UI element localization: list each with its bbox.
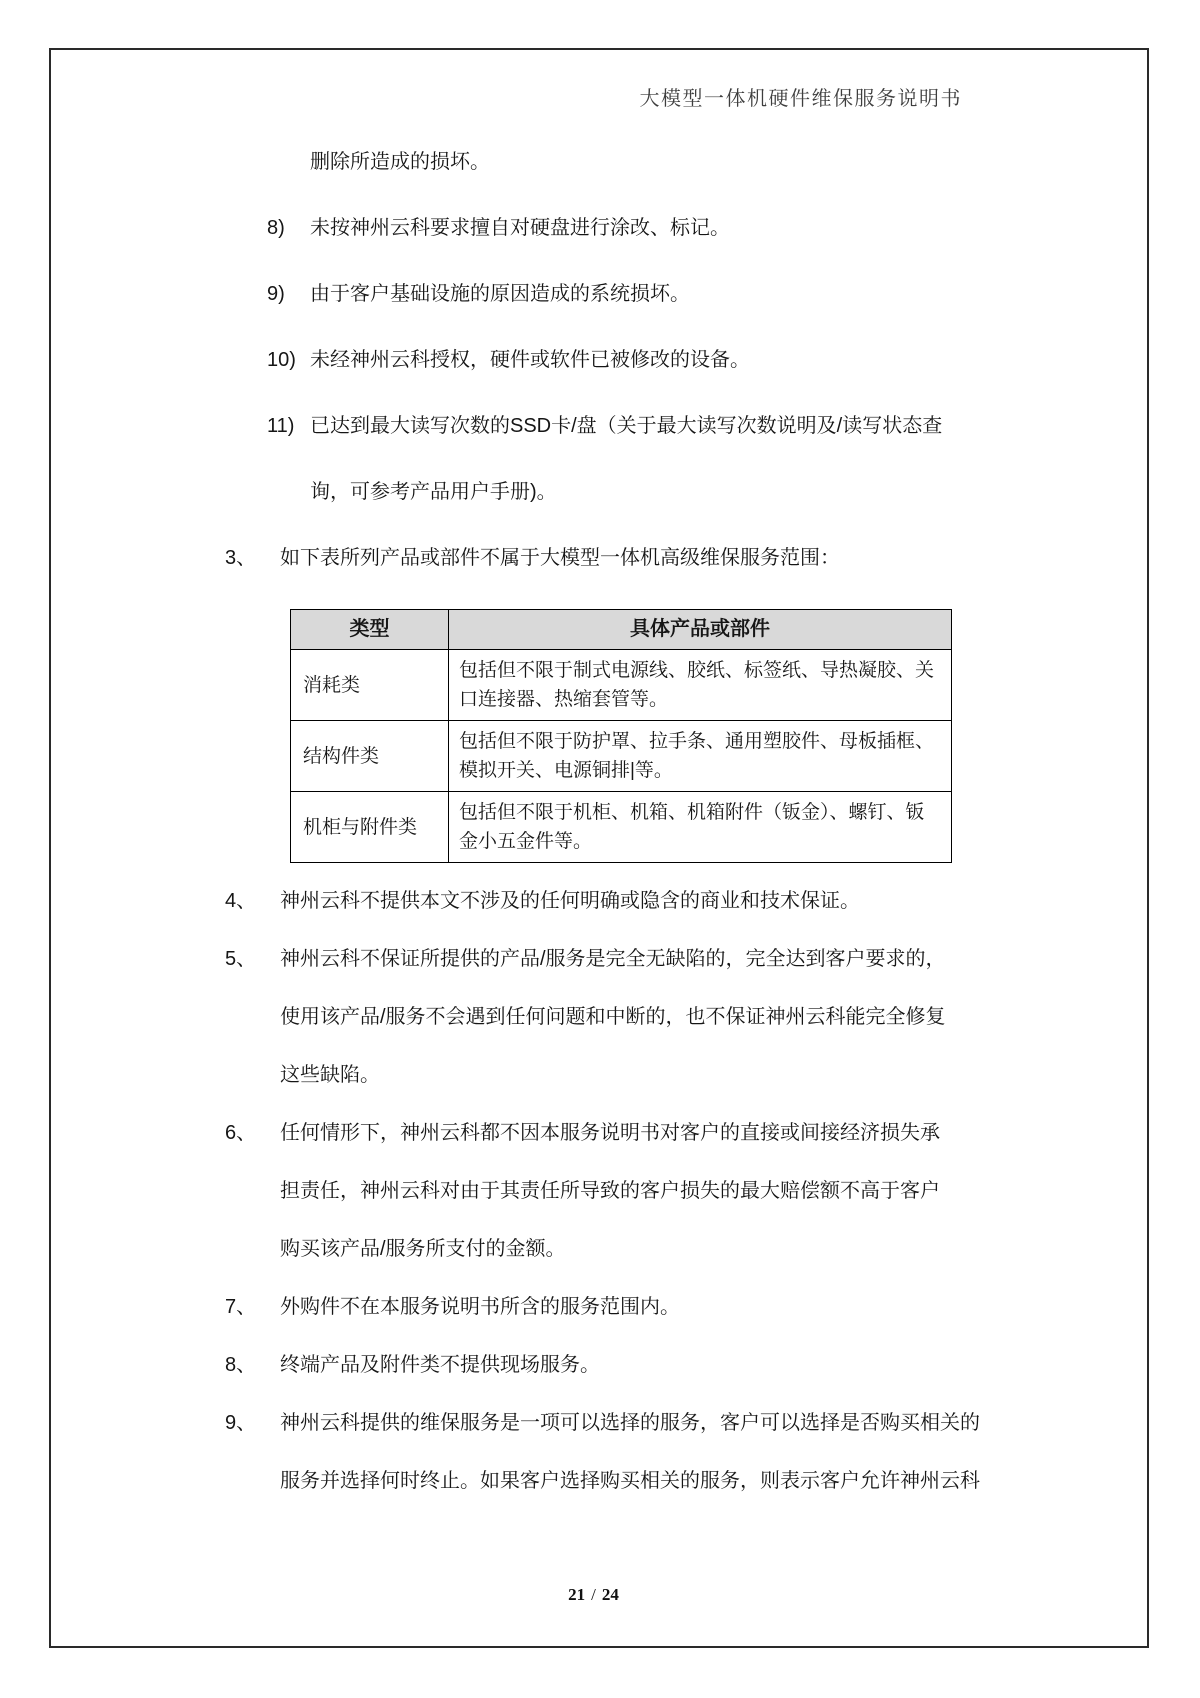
list-item-number: 6、 (225, 1122, 257, 1144)
list-item-text: 终端产品及附件类不提供现场服务。 (280, 1354, 600, 1376)
body-text: 购买该产品/服务所支付的金额。 (280, 1238, 566, 1260)
list-item-8 (225, 1350, 962, 1380)
table-cell-type: 结构件类 (291, 721, 449, 792)
list-item-number: 8、 (225, 1354, 257, 1376)
list-item-text: 神州云科不提供本文不涉及的任何明确或隐含的商业和技术保证。 (280, 890, 860, 912)
document-body (225, 147, 980, 1524)
page-footer (225, 1585, 962, 1605)
list-item-10-paren (225, 345, 962, 375)
body-text: 服务并选择何时终止。如果客户选择购买相关的服务，则表示客户允许神州云科 (280, 1470, 980, 1492)
list-item-number: 3、 (225, 547, 257, 569)
list-item-number: 5、 (225, 948, 257, 970)
list-item-text: 由于客户基础设施的原因造成的系统损坏。 (310, 283, 690, 305)
table-header-desc: 具体产品或部件 (449, 610, 952, 650)
list-item-number: 10) (267, 349, 296, 371)
table-header-type: 类型 (291, 610, 449, 650)
table-cell-desc: 包括但不限于制式电源线、胶纸、标签纸、导热凝胶、关口连接器、热缩套管等。 (449, 650, 952, 721)
list-item-text: 如下表所列产品或部件不属于大模型一体机高级维保服务范围： (280, 547, 840, 569)
list-item-number: 9) (267, 283, 285, 305)
continuation-line-item9 (225, 1466, 980, 1496)
table-cell-type: 机柜与附件类 (291, 792, 449, 863)
table-cell-type: 消耗类 (291, 650, 449, 721)
list-item-text: 已达到最大读写次数的SSD卡/盘（关于最大读写次数说明及/读写状态查 (310, 415, 943, 437)
list-item-5 (225, 944, 962, 974)
list-item-3 (225, 543, 962, 573)
continuation-line-item5 (225, 1002, 962, 1032)
continuation-line-item6 (225, 1176, 962, 1206)
continuation-line-item7-paren (225, 147, 962, 177)
body-text: 这些缺陷。 (280, 1064, 380, 1086)
table-cell-desc: 包括但不限于防护罩、拉手条、通用塑胶件、母板插框、模拟开关、电源铜排|等。 (449, 721, 952, 792)
list-item-number: 9、 (225, 1412, 257, 1434)
list-item-6 (225, 1118, 962, 1148)
list-item-number: 11) (267, 415, 295, 437)
body-text: 询，可参考产品用户手册)。 (310, 481, 557, 503)
list-item-text: 任何情形下，神州云科都不因本服务说明书对客户的直接或间接经济损失承 (280, 1122, 940, 1144)
table-row (291, 792, 952, 863)
table-cell-desc: 包括但不限于机柜、机箱、机箱附件（钣金）、螺钉、钣金小五金件等。 (449, 792, 952, 863)
body-text: 担责任，神州云科对由于其责任所导致的客户损失的最大赔偿额不高于客户 (280, 1180, 940, 1202)
list-item-8-paren (225, 213, 962, 243)
list-item-7 (225, 1292, 962, 1322)
continuation-line-item6 (225, 1234, 962, 1264)
list-item-9-paren (225, 279, 962, 309)
list-item-text: 未按神州云科要求擅自对硬盘进行涂改、标记。 (310, 217, 730, 239)
list-item-number: 8) (267, 217, 285, 239)
list-item-number: 7、 (225, 1296, 257, 1318)
list-item-number: 4、 (225, 890, 257, 912)
list-item-text: 神州云科不保证所提供的产品/服务是完全无缺陷的，完全达到客户要求的， (280, 948, 946, 970)
body-text: 使用该产品/服务不会遇到任何问题和中断的，也不保证神州云科能完全修复 (280, 1006, 946, 1028)
body-text: 删除所造成的损坏。 (310, 151, 490, 173)
continuation-line-item11 (225, 477, 962, 507)
page-number-total: 24 (601, 1585, 619, 1604)
list-item-text: 未经神州云科授权，硬件或软件已被修改的设备。 (310, 349, 750, 371)
table-row (291, 721, 952, 792)
table-row (291, 650, 952, 721)
table-header-row (291, 610, 952, 650)
continuation-line-item5 (225, 1060, 962, 1090)
list-item-9 (225, 1408, 980, 1438)
list-item-4 (225, 886, 962, 916)
page-number-separator: / (591, 1585, 596, 1604)
list-item-11-paren (225, 411, 962, 441)
list-item-text: 外购件不在本服务说明书所含的服务范围内。 (280, 1296, 680, 1318)
page-header-title: 大模型一体机硬件维保服务说明书 (639, 88, 962, 110)
page-number-current: 21 (568, 1585, 586, 1604)
list-item-text: 神州云科提供的维保服务是一项可以选择的服务，客户可以选择是否购买相关的 (280, 1412, 980, 1434)
excluded-parts-table (290, 609, 952, 863)
